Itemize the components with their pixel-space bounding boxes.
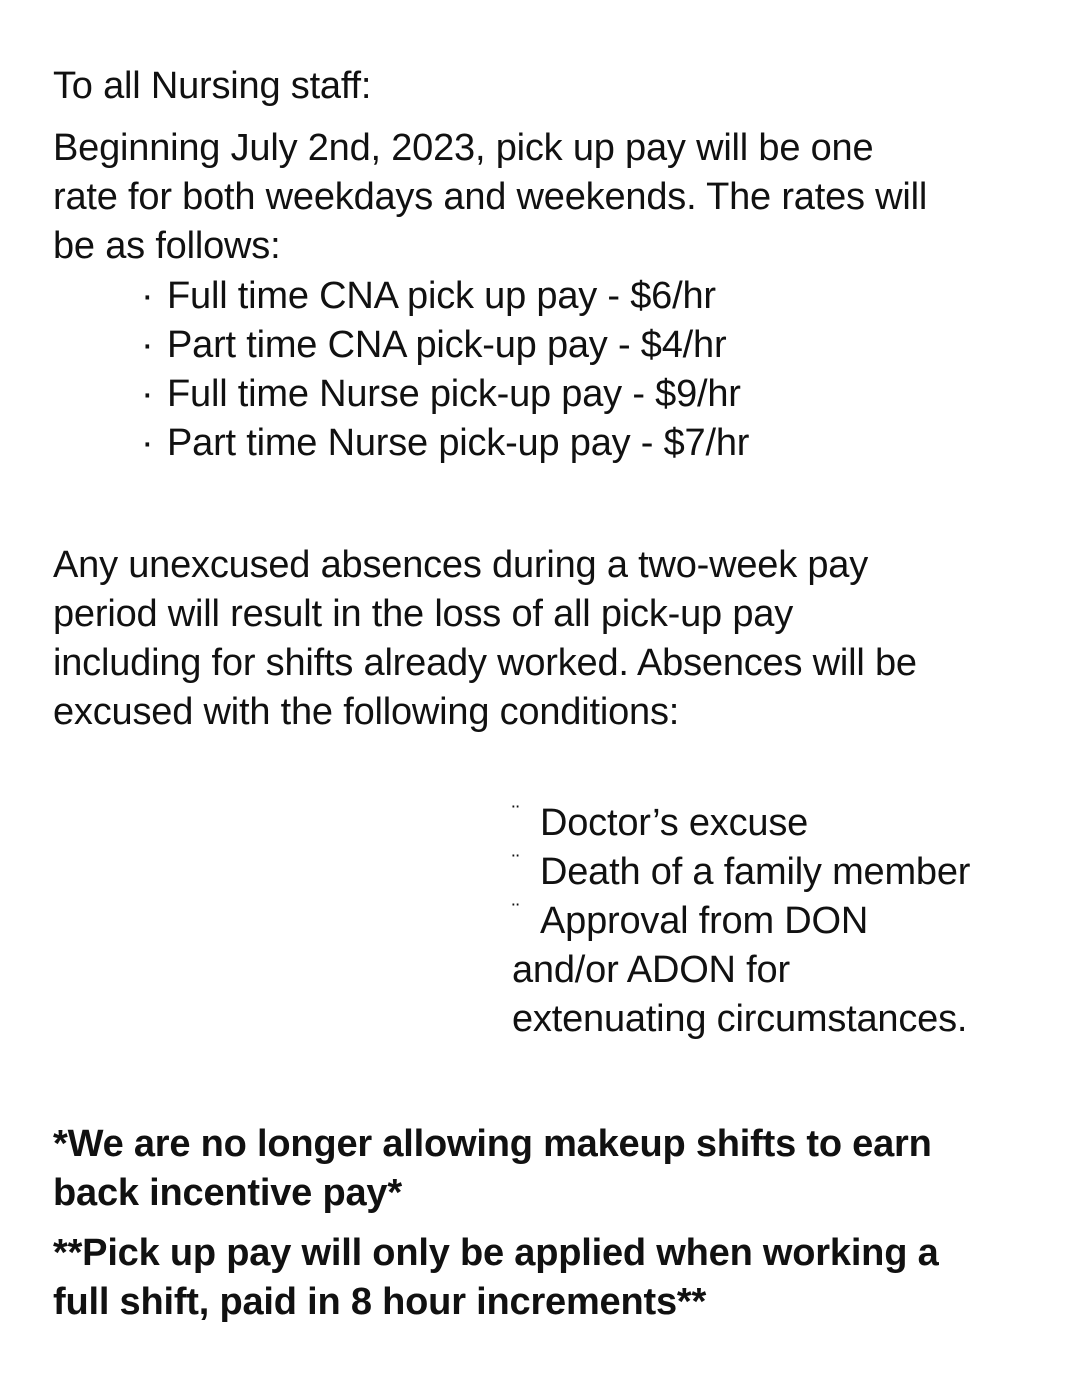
- rate-text: Full time CNA pick up pay - $6/hr: [167, 275, 716, 317]
- paragraph-line: Beginning July 2nd, 2023, pick up pay will be one: [53, 127, 874, 169]
- rate-change-paragraph: [53, 124, 927, 271]
- bullet-icon: ·: [141, 324, 154, 366]
- absence-policy-paragraph: [53, 541, 917, 737]
- bullet-icon: ¨: [512, 801, 519, 826]
- rate-text: Part time Nurse pick-up pay - $7/hr: [167, 422, 750, 464]
- notes-section: [53, 1120, 939, 1327]
- bullet-icon: ·: [141, 422, 154, 464]
- condition-text: Doctor’s excuse: [540, 802, 809, 844]
- rate-text: Full time Nurse pick-up pay - $9/hr: [167, 373, 741, 415]
- note-line: *We are no longer allowing makeup shifts to earn: [53, 1123, 932, 1165]
- note-line: **Pick up pay will only be applied when working a: [53, 1232, 939, 1274]
- rate-item: [141, 272, 749, 321]
- bullet-icon: ¨: [512, 899, 519, 924]
- condition-item: [512, 799, 970, 848]
- bullet-icon: ·: [141, 373, 154, 415]
- bullet-icon: ¨: [512, 850, 519, 875]
- paragraph-line: excused with the following conditions:: [53, 691, 680, 733]
- paragraph-line: period will result in the loss of all pick-up pay: [53, 593, 793, 635]
- note-line: back incentive pay*: [53, 1172, 402, 1214]
- excused-conditions-list: [512, 799, 970, 1044]
- paragraph-line: rate for both weekdays and weekends. The rates will: [53, 176, 928, 218]
- paragraph-line: including for shifts already worked. Absences will be: [53, 642, 917, 684]
- condition-item: [512, 848, 970, 897]
- rate-item: [141, 370, 749, 419]
- condition-continuation: and/or ADON for: [512, 949, 790, 991]
- makeup-shift-note: [53, 1120, 939, 1218]
- greeting: To all Nursing staff:: [53, 65, 372, 107]
- condition-continuation: extenuating circumstances.: [512, 998, 968, 1040]
- bullet-icon: ·: [141, 275, 154, 317]
- rates-list: [141, 272, 749, 468]
- paragraph-line: Any unexcused absences during a two-week pay: [53, 544, 869, 586]
- rate-text: Part time CNA pick-up pay - $4/hr: [167, 324, 727, 366]
- rate-item: [141, 321, 749, 370]
- condition-text: Death of a family member: [540, 851, 971, 893]
- rate-item: [141, 419, 749, 468]
- paragraph-line: be as follows:: [53, 225, 281, 267]
- full-shift-note: [53, 1229, 939, 1327]
- note-line: full shift, paid in 8 hour increments**: [53, 1281, 707, 1323]
- condition-item: [512, 897, 970, 946]
- condition-text: Approval from DON: [540, 900, 869, 942]
